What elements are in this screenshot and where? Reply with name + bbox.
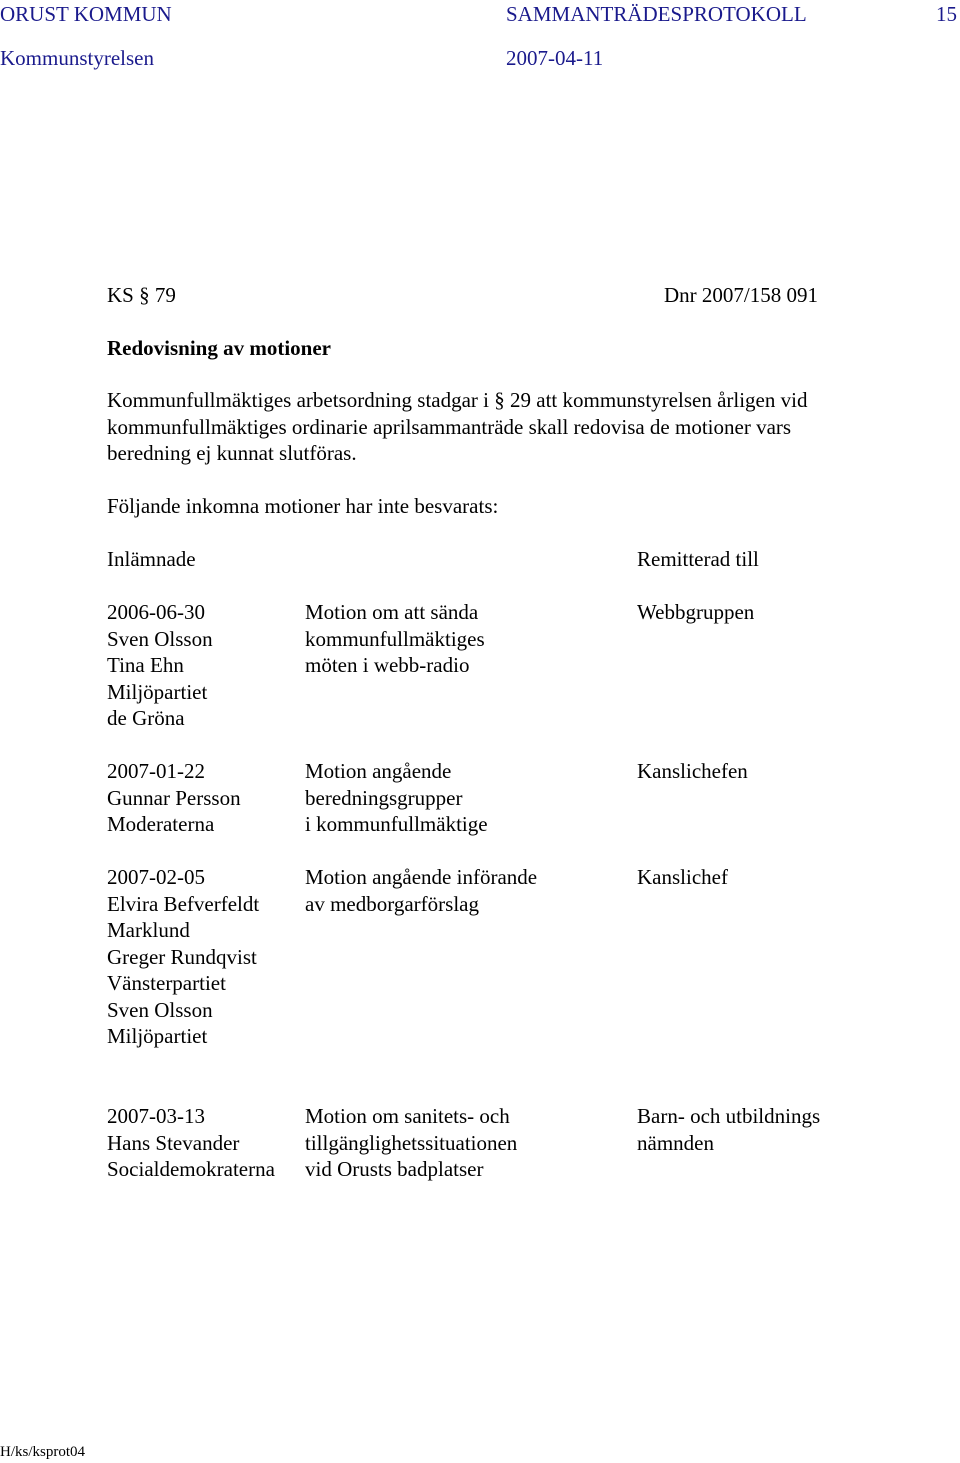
motion-title-line: i kommunfullmäktige: [305, 812, 488, 836]
row-4-submitted: [107, 1103, 275, 1183]
motion-title-line: möten i webb-radio: [305, 653, 470, 677]
referred-to: Kanslichef: [637, 865, 728, 889]
column-header-submitted: Inlämnade: [107, 547, 196, 571]
submitter: Marklund: [107, 918, 190, 942]
party: Miljöpartiet: [107, 679, 208, 704]
meeting-date: 2007-04-11: [506, 46, 604, 70]
row-1-submitted: [107, 599, 213, 732]
intro-lead: Följande inkomna motioner har inte besvarats:: [107, 494, 499, 518]
row-3-referred: [637, 864, 728, 891]
section-heading: Redovisning av motioner: [107, 336, 332, 360]
submitter: Sven Olsson: [107, 626, 213, 651]
party: Socialdemokraterna: [107, 1157, 275, 1181]
row-2-submitted: [107, 758, 241, 838]
party: Moderaterna: [107, 812, 215, 836]
row-4-referred: [637, 1103, 820, 1156]
submitter: Sven Olsson: [107, 997, 213, 1022]
submitted-date: 2007-01-22: [107, 759, 205, 783]
referred-to: nämnden: [637, 1130, 714, 1155]
motion-title-line: kommunfullmäktiges: [305, 626, 485, 651]
intro-line: kommunfullmäktiges ordinarie aprilsammanträde skall redovisa de motioner vars: [107, 414, 792, 439]
submitted-date: 2007-03-13: [107, 1104, 205, 1128]
submitted-date: 2007-02-05: [107, 865, 205, 889]
body-name: Kommunstyrelsen: [0, 46, 154, 70]
referred-to: Webbgruppen: [637, 600, 755, 624]
submitter: Greger Rundqvist: [107, 944, 257, 969]
motion-title-line: Motion om att sända: [305, 600, 479, 624]
intro-paragraph: [107, 387, 807, 467]
page-number: 15: [936, 2, 957, 26]
intro-line: beredning ej kunnat slutföras.: [107, 441, 357, 465]
row-3-submitted: [107, 864, 259, 1050]
org-name: ORUST KOMMUN: [0, 2, 172, 26]
footer-path: H/ks/ksprot04: [0, 1444, 86, 1460]
diary-number: Dnr 2007/158 091: [664, 283, 818, 307]
row-1-motion: [305, 599, 485, 679]
submitted-date: 2006-06-30: [107, 600, 205, 624]
submitter: Tina Ehn: [107, 653, 184, 677]
row-4-motion: [305, 1103, 517, 1183]
motion-title-line: Motion om sanitets- och: [305, 1104, 510, 1128]
party: de Gröna: [107, 706, 185, 730]
motion-title-line: Motion angående: [305, 759, 452, 783]
motion-title-line: beredningsgrupper: [305, 785, 463, 810]
submitter: Hans Stevander: [107, 1130, 240, 1155]
paragraph-reference: KS § 79: [107, 283, 176, 307]
row-2-motion: [305, 758, 488, 838]
column-header-referred: Remitterad till: [637, 547, 759, 571]
submitter: Elvira Befverfeldt: [107, 891, 260, 916]
motion-title-line: vid Orusts badplatser: [305, 1157, 484, 1181]
referred-to: Kanslichefen: [637, 759, 748, 783]
document-type: SAMMANTRÄDESPROTOKOLL: [506, 2, 807, 26]
party: Miljöpartiet: [107, 1024, 208, 1048]
referred-to: Barn- och utbildnings: [637, 1104, 821, 1128]
motion-title-line: tillgänglighetssituationen: [305, 1130, 518, 1155]
motion-title-line: av medborgarförslag: [305, 891, 479, 916]
row-3-motion: [305, 864, 537, 917]
party: Vänsterpartiet: [107, 971, 226, 995]
row-1-referred: [637, 599, 754, 626]
row-2-referred: [637, 758, 748, 785]
motion-title-line: Motion angående införande: [305, 865, 538, 889]
submitter: Gunnar Persson: [107, 785, 241, 810]
intro-line: Kommunfullmäktiges arbetsordning stadgar i § 29 att kommunstyrelsen årligen vid: [107, 388, 808, 412]
